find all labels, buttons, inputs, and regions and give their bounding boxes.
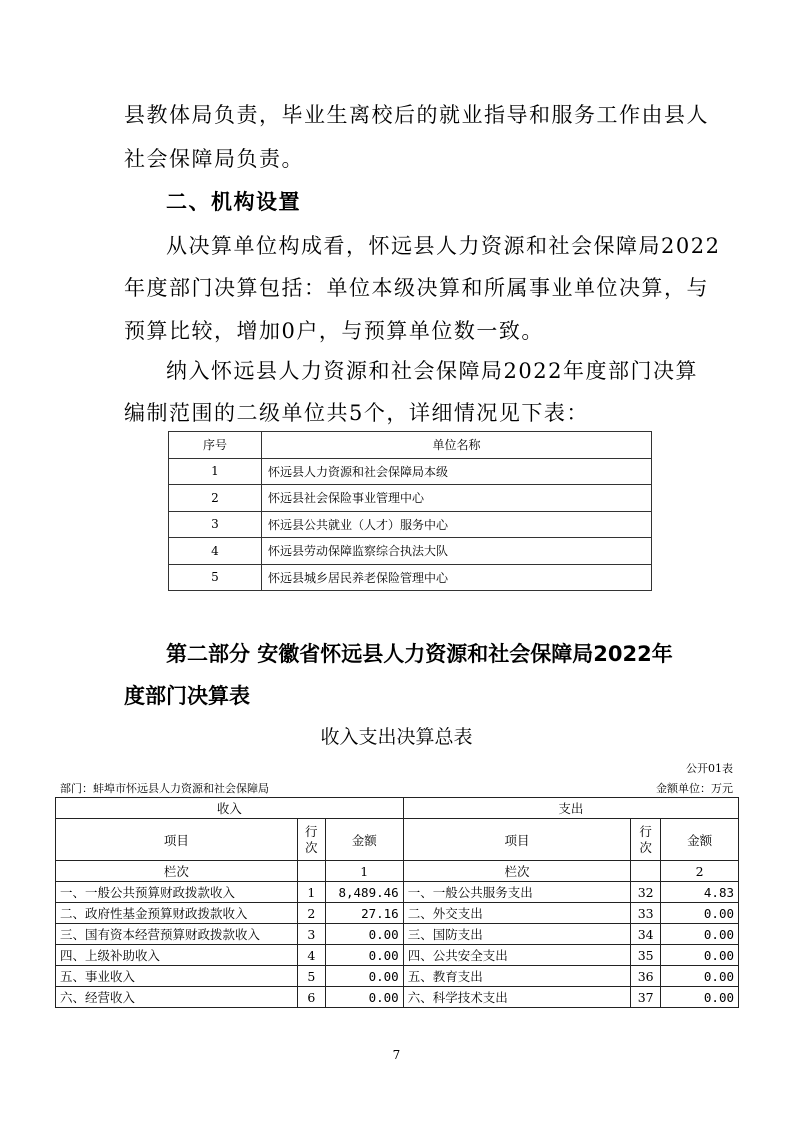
- col-amount-header: 金额: [325, 819, 403, 861]
- expense-item: 六、科学技术支出: [403, 987, 630, 1008]
- body-text-line: 纳入怀远县人力资源和社会保障局2022年度部门决算: [166, 359, 698, 383]
- body-text-line: 县教体局负责，毕业生离校后的就业指导和服务工作由县人: [124, 103, 709, 127]
- part-title-line: 度部门决算表: [124, 684, 250, 708]
- expense-amount: 0.00: [661, 903, 739, 924]
- table-cell: 5: [169, 564, 262, 591]
- expense-item: 四、公共安全支出: [403, 945, 630, 966]
- body-text-line: 预算比较，增加0户，与预算单位数一致。: [124, 319, 544, 343]
- income-item: 四、上级补助收入: [56, 945, 298, 966]
- table-row: [169, 485, 652, 512]
- table-row: [169, 511, 652, 538]
- lanci-label: 栏次: [56, 861, 298, 882]
- expense-line: 33: [631, 903, 661, 924]
- income-line: 4: [297, 945, 325, 966]
- income-amount: 0.00: [325, 966, 403, 987]
- expense-line: 35: [631, 945, 661, 966]
- expense-amount: 0.00: [661, 945, 739, 966]
- section-header-row: [56, 798, 739, 819]
- expense-item: 五、教育支出: [403, 966, 630, 987]
- table-row: [56, 945, 739, 966]
- expense-line: 32: [631, 882, 661, 903]
- header-cell: 单位名称: [262, 432, 652, 459]
- empty-cell: [297, 861, 325, 882]
- income-item: 五、事业收入: [56, 966, 298, 987]
- body-text-line: 从决算单位构成看，怀远县人力资源和社会保障局2022: [166, 234, 721, 258]
- expense-line: 34: [631, 924, 661, 945]
- lanci-number: 2: [661, 861, 739, 882]
- column-header-row: [56, 819, 739, 861]
- income-amount: 8,489.46: [325, 882, 403, 903]
- income-line: 1: [297, 882, 325, 903]
- income-item: 二、政府性基金预算财政拨款收入: [56, 903, 298, 924]
- empty-cell: [631, 861, 661, 882]
- income-amount: 27.16: [325, 903, 403, 924]
- expense-amount: 0.00: [661, 987, 739, 1008]
- expense-item: 一、一般公共服务支出: [403, 882, 630, 903]
- expense-amount: 4.83: [661, 882, 739, 903]
- table-header-row: [169, 432, 652, 459]
- department-label: 部门：蚌埠市怀远县人力资源和社会保障局: [60, 782, 269, 795]
- table-cell: 怀远县人力资源和社会保障局本级: [262, 458, 652, 485]
- amount-unit-label: 金额单位：万元: [656, 782, 733, 795]
- col-line-header: 行次: [631, 819, 661, 861]
- body-text-line: 年度部门决算包括：单位本级决算和所属事业单位决算，与: [124, 276, 709, 300]
- table-row: [169, 458, 652, 485]
- table-cell: 怀远县公共就业（人才）服务中心: [262, 511, 652, 538]
- header-cell: 序号: [169, 432, 262, 459]
- body-text-line: 编制范围的二级单位共5个，详细情况见下表：: [124, 401, 589, 425]
- income-header: 收入: [56, 798, 404, 819]
- income-item: 六、经营收入: [56, 987, 298, 1008]
- table-row: [56, 903, 739, 924]
- income-item: 一、一般公共预算财政拨款收入: [56, 882, 298, 903]
- table-cell: 2: [169, 485, 262, 512]
- lanci-label: 栏次: [403, 861, 630, 882]
- expense-amount: 0.00: [661, 924, 739, 945]
- lanci-number: 1: [325, 861, 403, 882]
- table-cell: 怀远县社会保险事业管理中心: [262, 485, 652, 512]
- income-amount: 0.00: [325, 987, 403, 1008]
- expense-header: 支出: [403, 798, 738, 819]
- expense-line: 37: [631, 987, 661, 1008]
- table-cell: 4: [169, 538, 262, 565]
- table-cell: 3: [169, 511, 262, 538]
- table-row: [169, 564, 652, 591]
- table-cell: 怀远县劳动保障监察综合执法大队: [262, 538, 652, 565]
- income-line: 2: [297, 903, 325, 924]
- table-cell: 怀远县城乡居民养老保险管理中心: [262, 564, 652, 591]
- income-item: 三、国有资本经营预算财政拨款收入: [56, 924, 298, 945]
- expense-item: 二、外交支出: [403, 903, 630, 924]
- income-line: 5: [297, 966, 325, 987]
- table-row: [56, 966, 739, 987]
- table-row: [56, 924, 739, 945]
- income-amount: 0.00: [325, 924, 403, 945]
- finance-table: [55, 797, 739, 1008]
- col-item-header: 项目: [56, 819, 298, 861]
- page-number: 7: [392, 1048, 401, 1062]
- table-row: [56, 882, 739, 903]
- table-row: [56, 987, 739, 1008]
- income-line: 6: [297, 987, 325, 1008]
- unit-table: [168, 431, 652, 591]
- col-amount-header: 金额: [661, 819, 739, 861]
- part-title-line: 第二部分 安徽省怀远县人力资源和社会保障局2022年: [166, 642, 673, 666]
- col-item-header: 项目: [403, 819, 630, 861]
- col-line-header: 行次: [297, 819, 325, 861]
- form-code: 公开01表: [686, 762, 733, 775]
- lanci-row: [56, 861, 739, 882]
- expense-item: 三、国防支出: [403, 924, 630, 945]
- expense-amount: 0.00: [661, 966, 739, 987]
- income-amount: 0.00: [325, 945, 403, 966]
- table-cell: 1: [169, 458, 262, 485]
- finance-table-title: 收入支出决算总表: [320, 726, 473, 748]
- table-row: [169, 538, 652, 565]
- expense-line: 36: [631, 966, 661, 987]
- body-text-line: 社会保障局负责。: [124, 147, 304, 171]
- section-heading: 二、机构设置: [166, 190, 301, 214]
- income-line: 3: [297, 924, 325, 945]
